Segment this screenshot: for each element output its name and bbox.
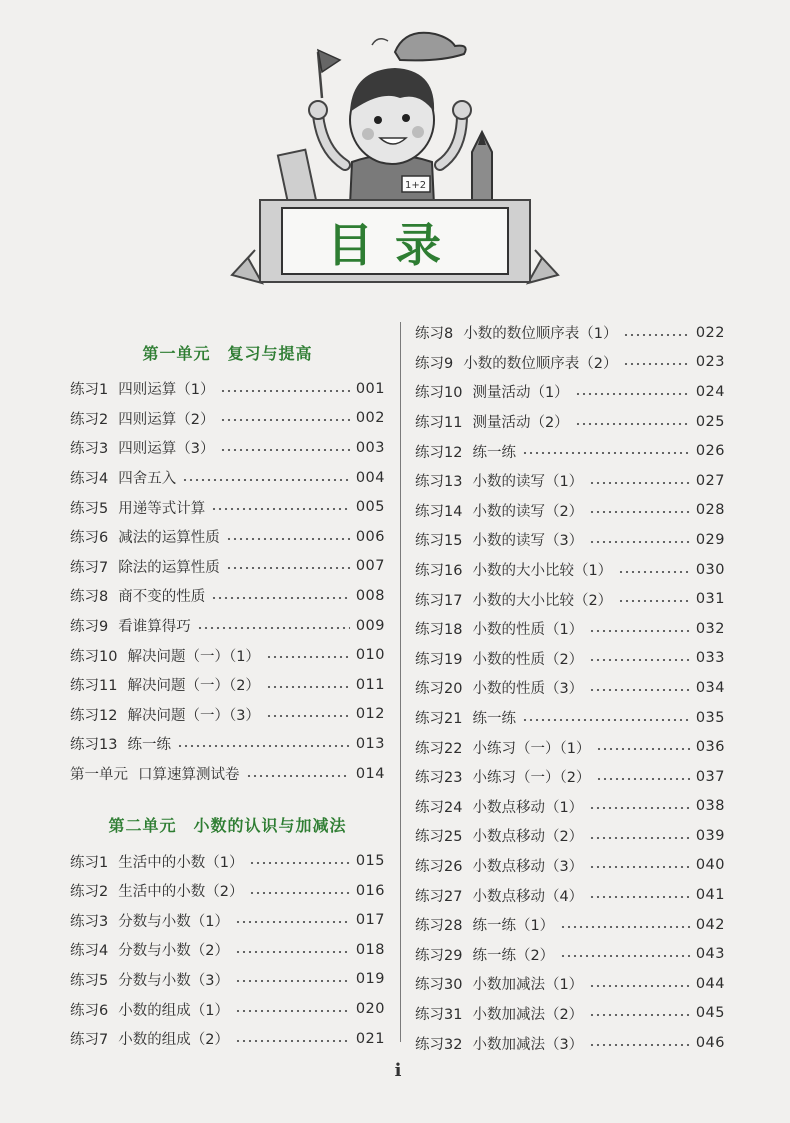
- toc-entry-title: 小数点移动（2）: [472, 829, 584, 846]
- toc-entry-number: 第一单元: [70, 767, 128, 784]
- toc-entry-title: 小数的读写（3）: [472, 533, 584, 550]
- toc-entry-title: 小数点移动（1）: [472, 799, 584, 816]
- dot-leader: [235, 951, 350, 953]
- toc-entry-title: 生活中的小数（2）: [118, 884, 244, 901]
- toc-entry-title: 小数的读写（1）: [472, 474, 584, 491]
- toc-entry-title: 小数的组成（2）: [118, 1032, 229, 1049]
- dot-leader: [211, 597, 350, 599]
- toc-entry[interactable]: [415, 377, 725, 407]
- toc-entry-number: 练习3: [70, 913, 109, 930]
- toc-entry-number: 练习27: [415, 888, 463, 905]
- dot-leader: [211, 508, 350, 510]
- dot-leader: [246, 775, 350, 777]
- toc-entry-number: 练习2: [70, 411, 109, 428]
- toc-entry-page: 028: [695, 502, 725, 519]
- toc-entry-number: 练习29: [415, 947, 463, 964]
- toc-entry-title: 小数的性质（3）: [472, 681, 584, 698]
- toc-entry-title: 小练习（一）（2）: [472, 770, 591, 787]
- toc-entry[interactable]: [70, 670, 385, 700]
- toc-entry-number: 练习31: [415, 1006, 463, 1023]
- dot-leader: [589, 630, 690, 632]
- toc-entry[interactable]: [415, 436, 725, 466]
- toc-entry[interactable]: [415, 821, 725, 851]
- toc-entry-page: 012: [355, 706, 385, 723]
- dot-leader: [197, 627, 350, 629]
- toc-entry[interactable]: [415, 407, 725, 437]
- toc-entry-number: 练习6: [70, 530, 109, 547]
- toc-entry-title: 解决问题（一）（2）: [127, 678, 260, 695]
- dot-leader: [589, 837, 690, 839]
- toc-entry[interactable]: [415, 1028, 725, 1058]
- toc-entry-number: 练习1: [70, 382, 109, 399]
- toc-entry[interactable]: [70, 994, 385, 1024]
- toc-entry-page: 026: [695, 443, 725, 460]
- toc-entry[interactable]: [415, 939, 725, 969]
- toc-entry-page: 027: [695, 472, 725, 489]
- toc-entry-page: 007: [355, 558, 385, 575]
- column-divider: [400, 322, 401, 1042]
- toc-entry-title: 练一练: [127, 737, 171, 754]
- toc-entry[interactable]: [415, 496, 725, 526]
- toc-entry[interactable]: [70, 846, 385, 876]
- dot-leader: [522, 452, 690, 454]
- toc-entry[interactable]: [70, 729, 385, 759]
- toc-entry-title: 小数点移动（3）: [472, 858, 584, 875]
- toc-entry-title: 解决问题（一）（3）: [127, 707, 260, 724]
- toc-entry-page: 029: [695, 531, 725, 548]
- toc-entry-page: 024: [695, 383, 725, 400]
- dot-leader: [177, 745, 350, 747]
- toc-entry[interactable]: [70, 404, 385, 434]
- toc-entry-title: 小数的读写（2）: [472, 503, 584, 520]
- toc-entry[interactable]: [415, 792, 725, 822]
- toc-entry-number: 练习15: [415, 533, 463, 550]
- toc-entry-page: 022: [695, 324, 725, 341]
- toc-entry-title: 减法的运算性质: [118, 530, 220, 547]
- toc-entry[interactable]: [415, 348, 725, 378]
- toc-entry[interactable]: [70, 552, 385, 582]
- toc-entry[interactable]: [70, 876, 385, 906]
- dot-leader: [589, 985, 690, 987]
- toc-left-column: [70, 330, 385, 1053]
- toc-entry[interactable]: [415, 762, 725, 792]
- dot-leader: [589, 896, 690, 898]
- toc-entry-page: 023: [695, 354, 725, 371]
- toc-entry[interactable]: [415, 732, 725, 762]
- dot-leader: [560, 955, 690, 957]
- toc-entry[interactable]: [70, 374, 385, 404]
- dot-leader: [235, 980, 350, 982]
- toc-entry[interactable]: [415, 851, 725, 881]
- toc-entry-number: 练习4: [70, 943, 109, 960]
- dot-leader: [235, 1010, 350, 1012]
- toc-entry-page: 037: [695, 768, 725, 785]
- toc-entry[interactable]: [415, 673, 725, 703]
- toc-entry[interactable]: [70, 759, 385, 789]
- dot-leader: [226, 538, 350, 540]
- toc-entry-page: 034: [695, 679, 725, 696]
- toc-entry-title: 除法的运算性质: [118, 559, 220, 576]
- dot-leader: [560, 926, 690, 928]
- dot-leader: [235, 921, 350, 923]
- toc-entry-page: 025: [695, 413, 725, 430]
- toc-entry-number: 练习10: [70, 648, 118, 665]
- toc-entry-title: 练一练: [472, 711, 516, 728]
- toc-entry-title: 四舍五入: [118, 471, 177, 488]
- dot-leader: [575, 423, 690, 425]
- toc-entry-page: 030: [695, 561, 725, 578]
- toc-entry[interactable]: [415, 318, 725, 348]
- toc-entry[interactable]: [70, 935, 385, 965]
- toc-entry-title: 分数与小数（1）: [118, 913, 229, 930]
- toc-entry-number: 练习12: [70, 707, 118, 724]
- toc-entry-number: 练习13: [70, 737, 118, 754]
- dot-leader: [618, 571, 690, 573]
- toc-entry-page: 031: [695, 591, 725, 608]
- header-illustration: [0, 0, 790, 320]
- toc-entry-number: 练习32: [415, 1036, 463, 1053]
- toc-entry-title: 生活中的小数（1）: [118, 854, 244, 871]
- toc-entry-page: 044: [695, 975, 725, 992]
- toc-entry-page: 001: [355, 380, 385, 397]
- toc-entry[interactable]: [415, 555, 725, 585]
- toc-entry[interactable]: [70, 906, 385, 936]
- toc-entry-number: 练习21: [415, 711, 463, 728]
- toc-entry-page: 046: [695, 1035, 725, 1052]
- toc-entry[interactable]: [415, 880, 725, 910]
- toc-entry[interactable]: [415, 584, 725, 614]
- toc-entry-page: 003: [355, 439, 385, 456]
- dot-leader: [596, 748, 689, 750]
- toc-entry-page: 042: [695, 916, 725, 933]
- dot-leader: [623, 363, 689, 365]
- toc-entry-number: 练习8: [415, 326, 454, 343]
- toc-entry-page: 038: [695, 798, 725, 815]
- toc-entry-title: 小数的数位顺序表（2）: [463, 355, 618, 372]
- dot-leader: [226, 567, 350, 569]
- toc-entry[interactable]: [70, 1024, 385, 1054]
- toc-entry[interactable]: [70, 611, 385, 641]
- toc-entry-page: 020: [355, 1001, 385, 1018]
- toc-entry-number: 练习24: [415, 799, 463, 816]
- dot-leader: [589, 1044, 690, 1046]
- dot-leader: [589, 1014, 690, 1016]
- toc-entry-page: 021: [355, 1030, 385, 1047]
- toc-entry[interactable]: [415, 969, 725, 999]
- toc-entry-number: 练习12: [415, 444, 463, 461]
- dot-leader: [589, 866, 690, 868]
- toc-entry-page: 009: [355, 617, 385, 634]
- toc-entry-page: 032: [695, 620, 725, 637]
- toc-entry-page: 004: [355, 469, 385, 486]
- toc-entry-number: 练习10: [415, 385, 463, 402]
- toc-right-column: [415, 318, 725, 1058]
- toc-entry-number: 练习19: [415, 651, 463, 668]
- toc-entry-title: 小练习（一）（1）: [472, 740, 591, 757]
- toc-entry-title: 练一练（1）: [472, 918, 555, 935]
- toc-entry[interactable]: [70, 581, 385, 611]
- unit-heading: 第一单元 复习与提高: [142, 343, 313, 363]
- toc-entry[interactable]: [70, 965, 385, 995]
- dot-leader: [220, 419, 349, 421]
- dot-leader: [249, 892, 349, 894]
- toc-entry-number: 练习9: [415, 355, 454, 372]
- unit-heading: 第二单元 小数的认识与加减法: [108, 815, 347, 835]
- toc-entry-page: 033: [695, 650, 725, 667]
- toc-entry[interactable]: [415, 703, 725, 733]
- dot-leader: [266, 656, 350, 658]
- toc-entry[interactable]: [415, 910, 725, 940]
- toc-entry[interactable]: [70, 640, 385, 670]
- toc-entry-page: 014: [355, 765, 385, 782]
- page-title: 目录: [327, 218, 463, 272]
- toc-entry-page: 035: [695, 709, 725, 726]
- toc-entry-title: 小数的数位顺序表（1）: [463, 326, 618, 343]
- toc-entry[interactable]: [70, 522, 385, 552]
- toc-entry[interactable]: [415, 999, 725, 1029]
- toc-entry-title: 商不变的性质: [118, 589, 206, 606]
- toc-entry-page: 015: [355, 853, 385, 870]
- toc-entry-title: 练一练（2）: [472, 947, 555, 964]
- toc-entry-number: 练习20: [415, 681, 463, 698]
- toc-entry-number: 练习7: [70, 1032, 109, 1049]
- toc-entry[interactable]: [415, 644, 725, 674]
- dot-leader: [623, 334, 689, 336]
- toc-entry-title: 用递等式计算: [118, 500, 206, 517]
- toc-entry-title: 四则运算（2）: [118, 411, 215, 428]
- toc-entry-number: 练习23: [415, 770, 463, 787]
- toc-entry-number: 练习28: [415, 918, 463, 935]
- dot-leader: [266, 715, 350, 717]
- badge-text: 1+2: [405, 180, 427, 191]
- toc-entry[interactable]: [70, 433, 385, 463]
- dot-leader: [266, 686, 350, 688]
- toc-entry-title: 解决问题（一）（1）: [127, 648, 260, 665]
- toc-entry-page: 045: [695, 1005, 725, 1022]
- toc-entry-number: 练习11: [70, 678, 118, 695]
- dot-leader: [220, 449, 349, 451]
- page-number: i: [394, 1060, 402, 1081]
- toc-entry-number: 练习26: [415, 858, 463, 875]
- toc-entry-number: 练习7: [70, 559, 109, 576]
- toc-entry-number: 练习8: [70, 589, 109, 606]
- toc-entry-title: 小数加减法（1）: [472, 977, 584, 994]
- toc-entry-title: 看谁算得巧: [118, 619, 191, 636]
- toc-entry-page: 039: [695, 827, 725, 844]
- dot-leader: [575, 393, 690, 395]
- toc-entry-page: 036: [695, 739, 725, 756]
- toc-entry-title: 小数的大小比较（1）: [472, 563, 613, 580]
- toc-entry[interactable]: [415, 614, 725, 644]
- toc-entry-title: 分数与小数（3）: [118, 972, 229, 989]
- toc-entry-page: 018: [355, 941, 385, 958]
- dot-leader: [235, 1040, 350, 1042]
- toc-entry-page: 011: [355, 676, 385, 693]
- toc-entry-number: 练习6: [70, 1002, 109, 1019]
- toc-entry-number: 练习16: [415, 563, 463, 580]
- toc-entry-page: 043: [695, 946, 725, 963]
- toc-entry-number: 练习1: [70, 854, 109, 871]
- dot-leader: [596, 778, 689, 780]
- toc-entry-title: 练一练: [472, 444, 516, 461]
- toc-entry-number: 练习14: [415, 503, 463, 520]
- toc-entry-number: 练习22: [415, 740, 463, 757]
- dot-leader: [249, 862, 349, 864]
- dot-leader: [589, 807, 690, 809]
- dot-leader: [589, 541, 690, 543]
- toc-entry[interactable]: [70, 463, 385, 493]
- toc-entry-number: 练习5: [70, 500, 109, 517]
- toc-entry-title: 小数加减法（2）: [472, 1006, 584, 1023]
- toc-entry-number: 练习30: [415, 977, 463, 994]
- dot-leader: [589, 511, 690, 513]
- toc-entry-page: 013: [355, 735, 385, 752]
- dot-leader: [522, 719, 690, 721]
- toc-entry-number: 练习5: [70, 972, 109, 989]
- toc-entry-title: 测量活动（2）: [472, 415, 569, 432]
- toc-entry-title: 小数点移动（4）: [472, 888, 584, 905]
- toc-entry-page: 005: [355, 499, 385, 516]
- toc-entry-title: 小数的性质（2）: [472, 651, 584, 668]
- dot-leader: [589, 689, 690, 691]
- toc-entry-title: 测量活动（1）: [472, 385, 569, 402]
- toc-entry[interactable]: [415, 525, 725, 555]
- toc-entry-number: 练习25: [415, 829, 463, 846]
- toc-entry-title: 四则运算（3）: [118, 441, 215, 458]
- toc-entry-title: 小数的性质（1）: [472, 622, 584, 639]
- toc-entry-title: 分数与小数（2）: [118, 943, 229, 960]
- toc-entry[interactable]: [415, 466, 725, 496]
- toc-entry-page: 041: [695, 887, 725, 904]
- toc-entry-number: 练习9: [70, 619, 109, 636]
- toc-entry-title: 小数的组成（1）: [118, 1002, 229, 1019]
- toc-entry-number: 练习4: [70, 471, 109, 488]
- toc-entry-page: 017: [355, 912, 385, 929]
- toc-entry-title: 四则运算（1）: [118, 382, 215, 399]
- toc-entry-page: 002: [355, 410, 385, 427]
- toc-entry-page: 008: [355, 587, 385, 604]
- toc-entry-title: 口算速算测试卷: [138, 767, 240, 784]
- toc-entry-number: 练习17: [415, 592, 463, 609]
- toc-entry-number: 练习18: [415, 622, 463, 639]
- toc-entry-number: 练习2: [70, 884, 109, 901]
- dot-leader: [589, 659, 690, 661]
- toc-entry-page: 019: [355, 971, 385, 988]
- dot-leader: [618, 600, 690, 602]
- dot-leader: [220, 390, 349, 392]
- toc-entry-title: 小数的大小比较（2）: [472, 592, 613, 609]
- toc-entry-number: 练习3: [70, 441, 109, 458]
- toc-entry-page: 010: [355, 647, 385, 664]
- toc-entry-page: 006: [355, 528, 385, 545]
- toc-entry-page: 040: [695, 857, 725, 874]
- dot-leader: [589, 482, 690, 484]
- toc-entry-number: 练习13: [415, 474, 463, 491]
- dot-leader: [182, 479, 350, 481]
- toc-entry-title: 小数加减法（3）: [472, 1036, 584, 1053]
- toc-entry[interactable]: [70, 700, 385, 730]
- toc-entry-page: 016: [355, 882, 385, 899]
- toc-entry[interactable]: [70, 492, 385, 522]
- toc-entry-number: 练习11: [415, 415, 463, 432]
